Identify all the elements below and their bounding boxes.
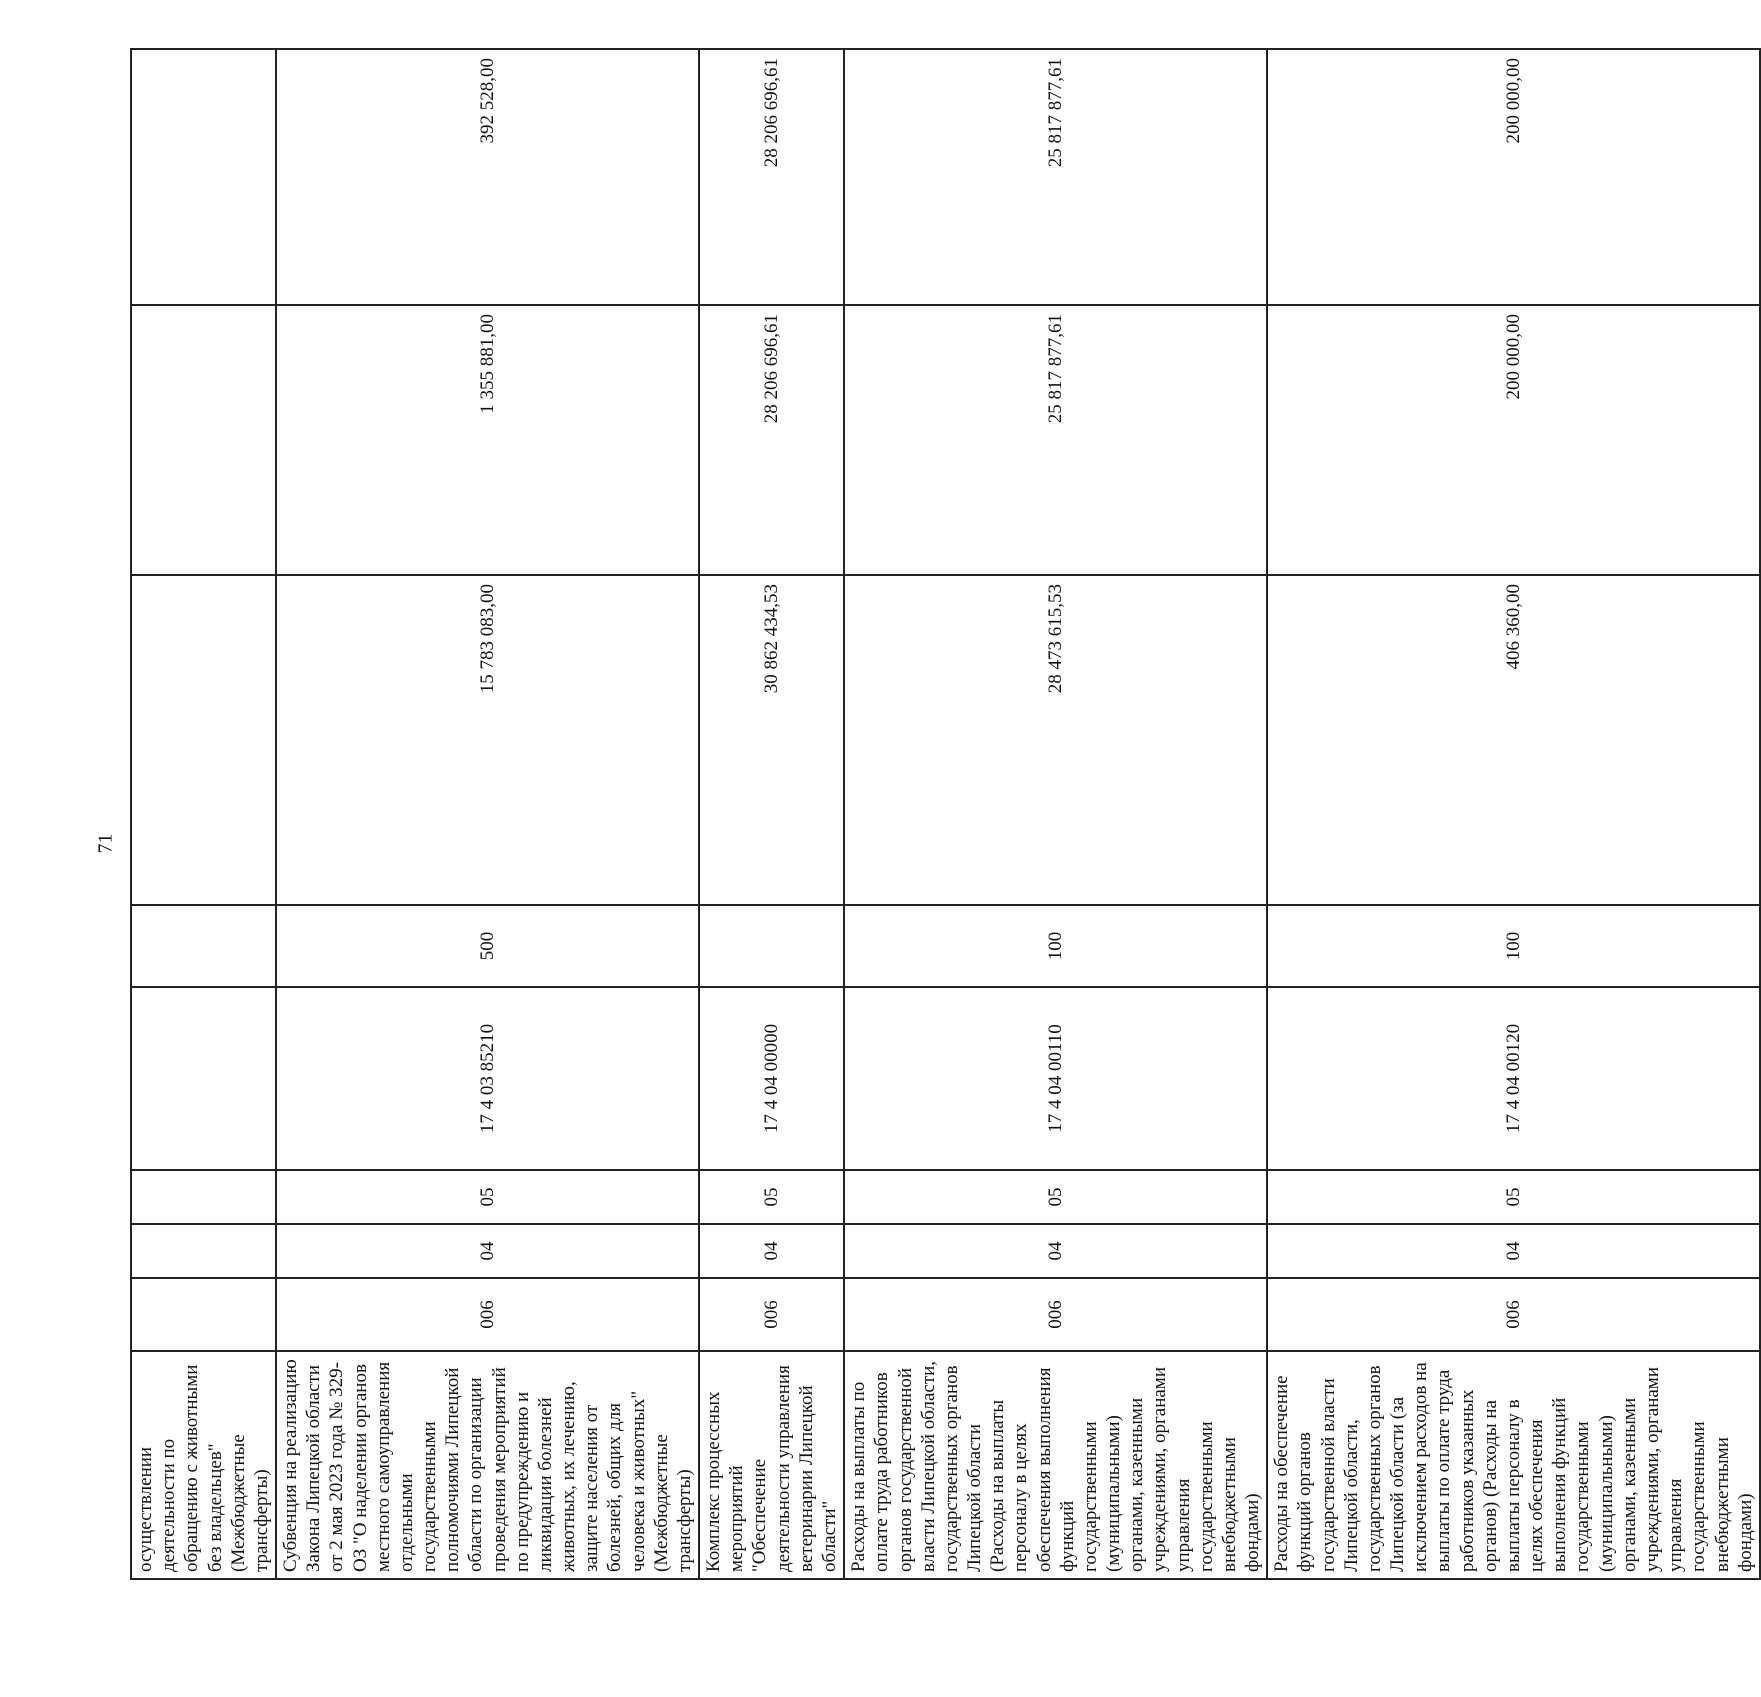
- amount-cell-3: 28 206 696,61: [699, 49, 844, 305]
- section-cell: [131, 1224, 276, 1278]
- admin-code-cell: [131, 1278, 276, 1351]
- target-article-cell: 17 4 04 00120: [1267, 987, 1760, 1170]
- admin-code-cell: 006: [1267, 1278, 1760, 1351]
- amount-cell-1: 28 473 615,53: [844, 575, 1267, 905]
- expense-type-cell: [699, 905, 844, 987]
- admin-code-cell: 006: [844, 1278, 1267, 1351]
- row-description: Субвенция на реализацию Закона Липецкой области от 2 мая 2023 года № 329-ОЗ "О наделении органов местного самоуправления отдельными государственными полномочиями Липецкой области по организации проведения мероприятий по предупреждению и ликвидации болезней животных, их лечению, защите населения от болезней, общих для человека и животных" (Межбюджетные трансферты): [276, 1351, 699, 1579]
- amount-cell-1: 406 360,00: [1267, 575, 1760, 905]
- amount-cell-2: 1 355 881,00: [276, 305, 699, 575]
- rotated-budget-table-container: [130, 50, 1756, 1580]
- target-article-cell: 17 4 03 85210: [276, 987, 699, 1170]
- expense-type-cell: 100: [844, 905, 1267, 987]
- page-number: 71: [94, 833, 117, 854]
- row-description: Расходы на выплаты по оплате труда работников органов государственной власти Липецкой области, государственных органов Липецкой области (Расходы на выплаты персоналу в целях обеспечения выполнения функций государственными (муниципальными) органами, казенными учреждениями, органами управления государственными внебюджетными фондами): [844, 1351, 1267, 1579]
- expense-type-cell: 100: [1267, 905, 1760, 987]
- amount-cell-2: 28 206 696,61: [699, 305, 844, 575]
- amount-cell-3: 392 528,00: [276, 49, 699, 305]
- table-row: [276, 49, 699, 1579]
- amount-cell-1: 30 862 434,53: [699, 575, 844, 905]
- table-row: [699, 49, 844, 1579]
- row-description: осуществлении деятельности по обращению с животными без владельцев" (Межбюджетные трансферты): [131, 1351, 276, 1579]
- amount-cell-3: 200 000,00: [1267, 49, 1760, 305]
- subsection-cell: 05: [276, 1170, 699, 1224]
- subsection-cell: [131, 1170, 276, 1224]
- row-description: Расходы на обеспечение функций органов государственной власти Липецкой области, государственных органов Липецкой области (за исключением расходов на выплаты по оплате труда работников указанных органов) (Расходы на выплаты персоналу в целях обеспечения выполнения функций государственными (муниципальными) органами, казенными учреждениями, органами управления государственными внебюджетными фондами): [1267, 1351, 1760, 1579]
- amount-cell-3: [131, 49, 276, 305]
- admin-code-cell: 006: [699, 1278, 844, 1351]
- amount-cell-1: 15 783 083,00: [276, 575, 699, 905]
- amount-cell-2: 200 000,00: [1267, 305, 1760, 575]
- target-article-cell: [131, 987, 276, 1170]
- admin-code-cell: 006: [276, 1278, 699, 1351]
- row-description: Комплекс процессных мероприятий "Обеспечение деятельности управления ветеринарии Липецкой области": [699, 1351, 844, 1579]
- section-cell: 04: [1267, 1224, 1760, 1278]
- subsection-cell: 05: [1267, 1170, 1760, 1224]
- budget-table: [130, 48, 1761, 1580]
- amount-cell-2: 25 817 877,61: [844, 305, 1267, 575]
- section-cell: 04: [276, 1224, 699, 1278]
- table-row: [131, 49, 276, 1579]
- target-article-cell: 17 4 04 00110: [844, 987, 1267, 1170]
- section-cell: 04: [844, 1224, 1267, 1278]
- target-article-cell: 17 4 04 00000: [699, 987, 844, 1170]
- expense-type-cell: [131, 905, 276, 987]
- amount-cell-2: [131, 305, 276, 575]
- table-row: [1267, 49, 1760, 1579]
- table-row: [844, 49, 1267, 1579]
- amount-cell-3: 25 817 877,61: [844, 49, 1267, 305]
- expense-type-cell: 500: [276, 905, 699, 987]
- subsection-cell: 05: [699, 1170, 844, 1224]
- subsection-cell: 05: [844, 1170, 1267, 1224]
- amount-cell-1: [131, 575, 276, 905]
- section-cell: 04: [699, 1224, 844, 1278]
